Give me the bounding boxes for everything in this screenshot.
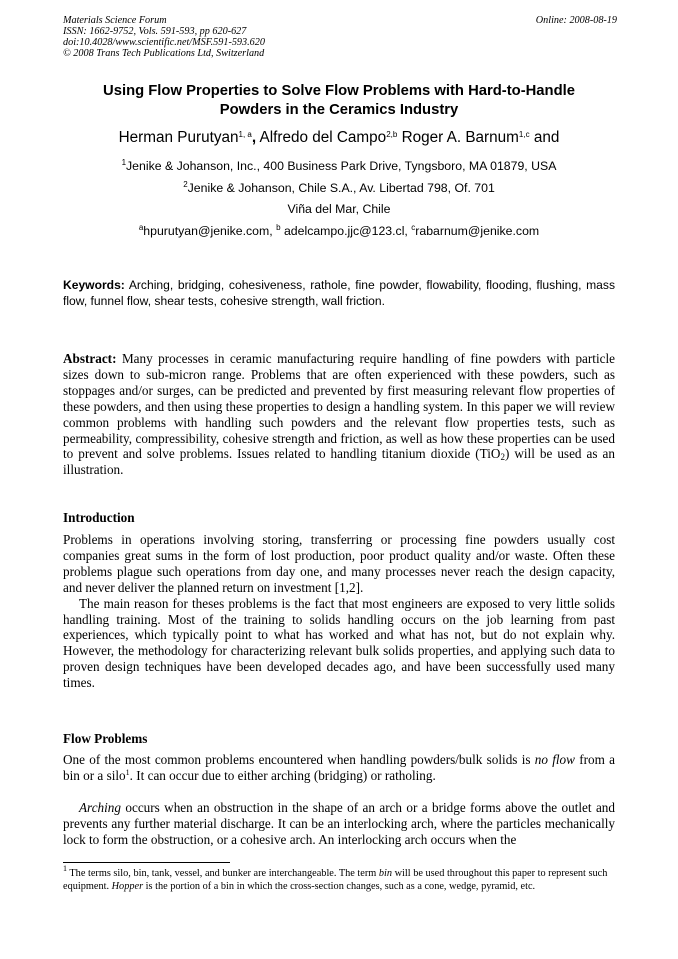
flow-problems-p2: occurs when an obstruction in the shape of an arch or a bridge forms above the outlet and prevents any further material discharge. It can be an interlocking arch, where the particles mechanically lock to form the obstruction, or a cohesive arch. An interlocking arch occurs when the (63, 800, 615, 847)
introduction-body (63, 532, 615, 691)
flow-problems-paragraph-1 (63, 752, 615, 784)
online-date: Online: 2008-08-19 (535, 15, 617, 26)
author-emails (63, 223, 615, 239)
abstract-subscript: 2 (500, 452, 505, 463)
footnote-marker: 1 (125, 767, 130, 777)
author-3-affil: 1,c (518, 130, 530, 139)
flow-problems-paragraph-2 (63, 800, 615, 848)
affiliation-1 (63, 158, 615, 174)
introduction-paragraph-1: Problems in operations involving storing, transferring or processing fine powders usually cost companies great sums in the form of lost production, poor product quality and/or waste. Often these problems plague such operations from day one, and many processes never reach the design capacity, and never deliver the planned return on investment [1,2]. (63, 532, 615, 595)
affiliation-1-mark: 1 (121, 158, 127, 167)
paper-title (63, 82, 615, 119)
keywords (63, 277, 615, 309)
footnote-text-a: The terms silo, bin, tank, vessel, and bunker are interchangeable. The term (67, 868, 379, 879)
abstract-tail: ) will be used as an illustration. (63, 446, 615, 478)
author-2-affil: 2,b (386, 130, 398, 139)
author-list (63, 128, 615, 148)
author-1-affil: 1, a (238, 130, 252, 139)
footnote-text-b: will be used throughout this paper to represent such equipment. (63, 868, 608, 892)
affiliation-2-city: Viña del Mar, Chile (287, 202, 391, 216)
email-a-mark: a (138, 223, 144, 232)
journal-name: Materials Science Forum (63, 15, 167, 26)
flow-problems-p1-b: from a bin or a silo (63, 752, 615, 783)
introduction-paragraph-2: The main reason for theses problems is the fact that most engineers are exposed to very little solids handling training. Most of the training to solids handling occurs on the job learning from past experiences, which typically point to what has worked and what has not, but do not explain why. However, the methodology for characterizing relevant bulk solids properties, and applying such data to proven design techniques have been developed decades ago, and have been successfully used many times. (63, 595, 615, 691)
issn-line: ISSN: 1662-9752, Vols. 591-593, pp 620-627 (63, 26, 247, 37)
footnote-bin-term: bin (378, 868, 393, 879)
doi-line: doi:10.4028/www.scientific.net/MSF.591-593.620 (63, 37, 265, 48)
arching-term: Arching (79, 800, 121, 815)
flow-problems-p1-a: One of the most common problems encountered when handling powders/bulk solids is (63, 752, 535, 767)
author-1: Herman Purutyan (118, 129, 239, 146)
journal-header (63, 15, 265, 59)
keywords-label: Keywords: (63, 278, 125, 292)
footnote-divider (63, 862, 230, 863)
footnote (63, 864, 615, 894)
affiliation-2-text: Jenike & Johanson, Chile S.A., Av. Libertad 798, Of. 701 (187, 181, 495, 195)
footnote-number: 1 (63, 864, 67, 873)
introduction-heading: Introduction (63, 510, 135, 525)
author-tail: and (529, 129, 560, 146)
email-a: hpurutyan@jenike.com, (143, 224, 277, 238)
email-c: rabarnum@jenike.com (415, 224, 540, 238)
email-b-mark: b (276, 223, 281, 232)
affiliation-2 (63, 180, 615, 196)
footnote-hopper-term: Hopper (111, 880, 144, 892)
flow-problems-heading: Flow Problems (63, 731, 148, 746)
abstract-text: Many processes in ceramic manufacturing require handling of fine powders with particle sizes down to sub-micron range. Problems that are often experienced with these powders, such as stoppages and/or surges, can be predicted and prevented by first measuring relevant flow properties of these powders, and then using these properties to design a handling system. In this paper we will review common problems with handling such powders and the relevant flow properties tests, such as permeability, compressibility, cohesive strength and friction, as well as how these properties can be used to prevent and solve problems. Issues related to handling titanium dioxide (TiO (63, 351, 615, 462)
author-separator: , (251, 129, 257, 146)
email-c-mark: c (411, 223, 416, 232)
email-b: adelcampo.jjc@123.cl, (280, 224, 412, 238)
abstract (63, 351, 615, 478)
keywords-text: Arching, bridging, cohesiveness, rathole, fine powder, flowability, flooding, flushing, mass flow, funnel flow, shear tests, cohesive strength, wall friction. (63, 278, 615, 308)
title-line-1: Using Flow Properties to Solve Flow Problems with Hard-to-Handle (103, 83, 575, 99)
no-flow-term: no flow (534, 752, 575, 767)
affiliation-1-text: Jenike & Johanson, Inc., 400 Business Park Drive, Tyngsboro, MA 01879, USA (126, 159, 557, 173)
author-2: Alfredo del Campo (256, 129, 387, 146)
abstract-label: Abstract: (63, 351, 117, 366)
title-line-2: Powders in the Ceramics Industry (219, 101, 459, 118)
author-3: Roger A. Barnum (397, 129, 519, 146)
flow-problems-p1-c: . It can occur due to either arching (bridging) or ratholing. (129, 767, 436, 783)
affiliation-2-mark: 2 (183, 180, 188, 189)
copyright-line: © 2008 Trans Tech Publications Ltd, Switzerland (63, 48, 265, 59)
footnote-text-c: is the portion of a bin in which the cross-section changes, such as a cone, wedge, pyramid, etc. (143, 880, 536, 892)
